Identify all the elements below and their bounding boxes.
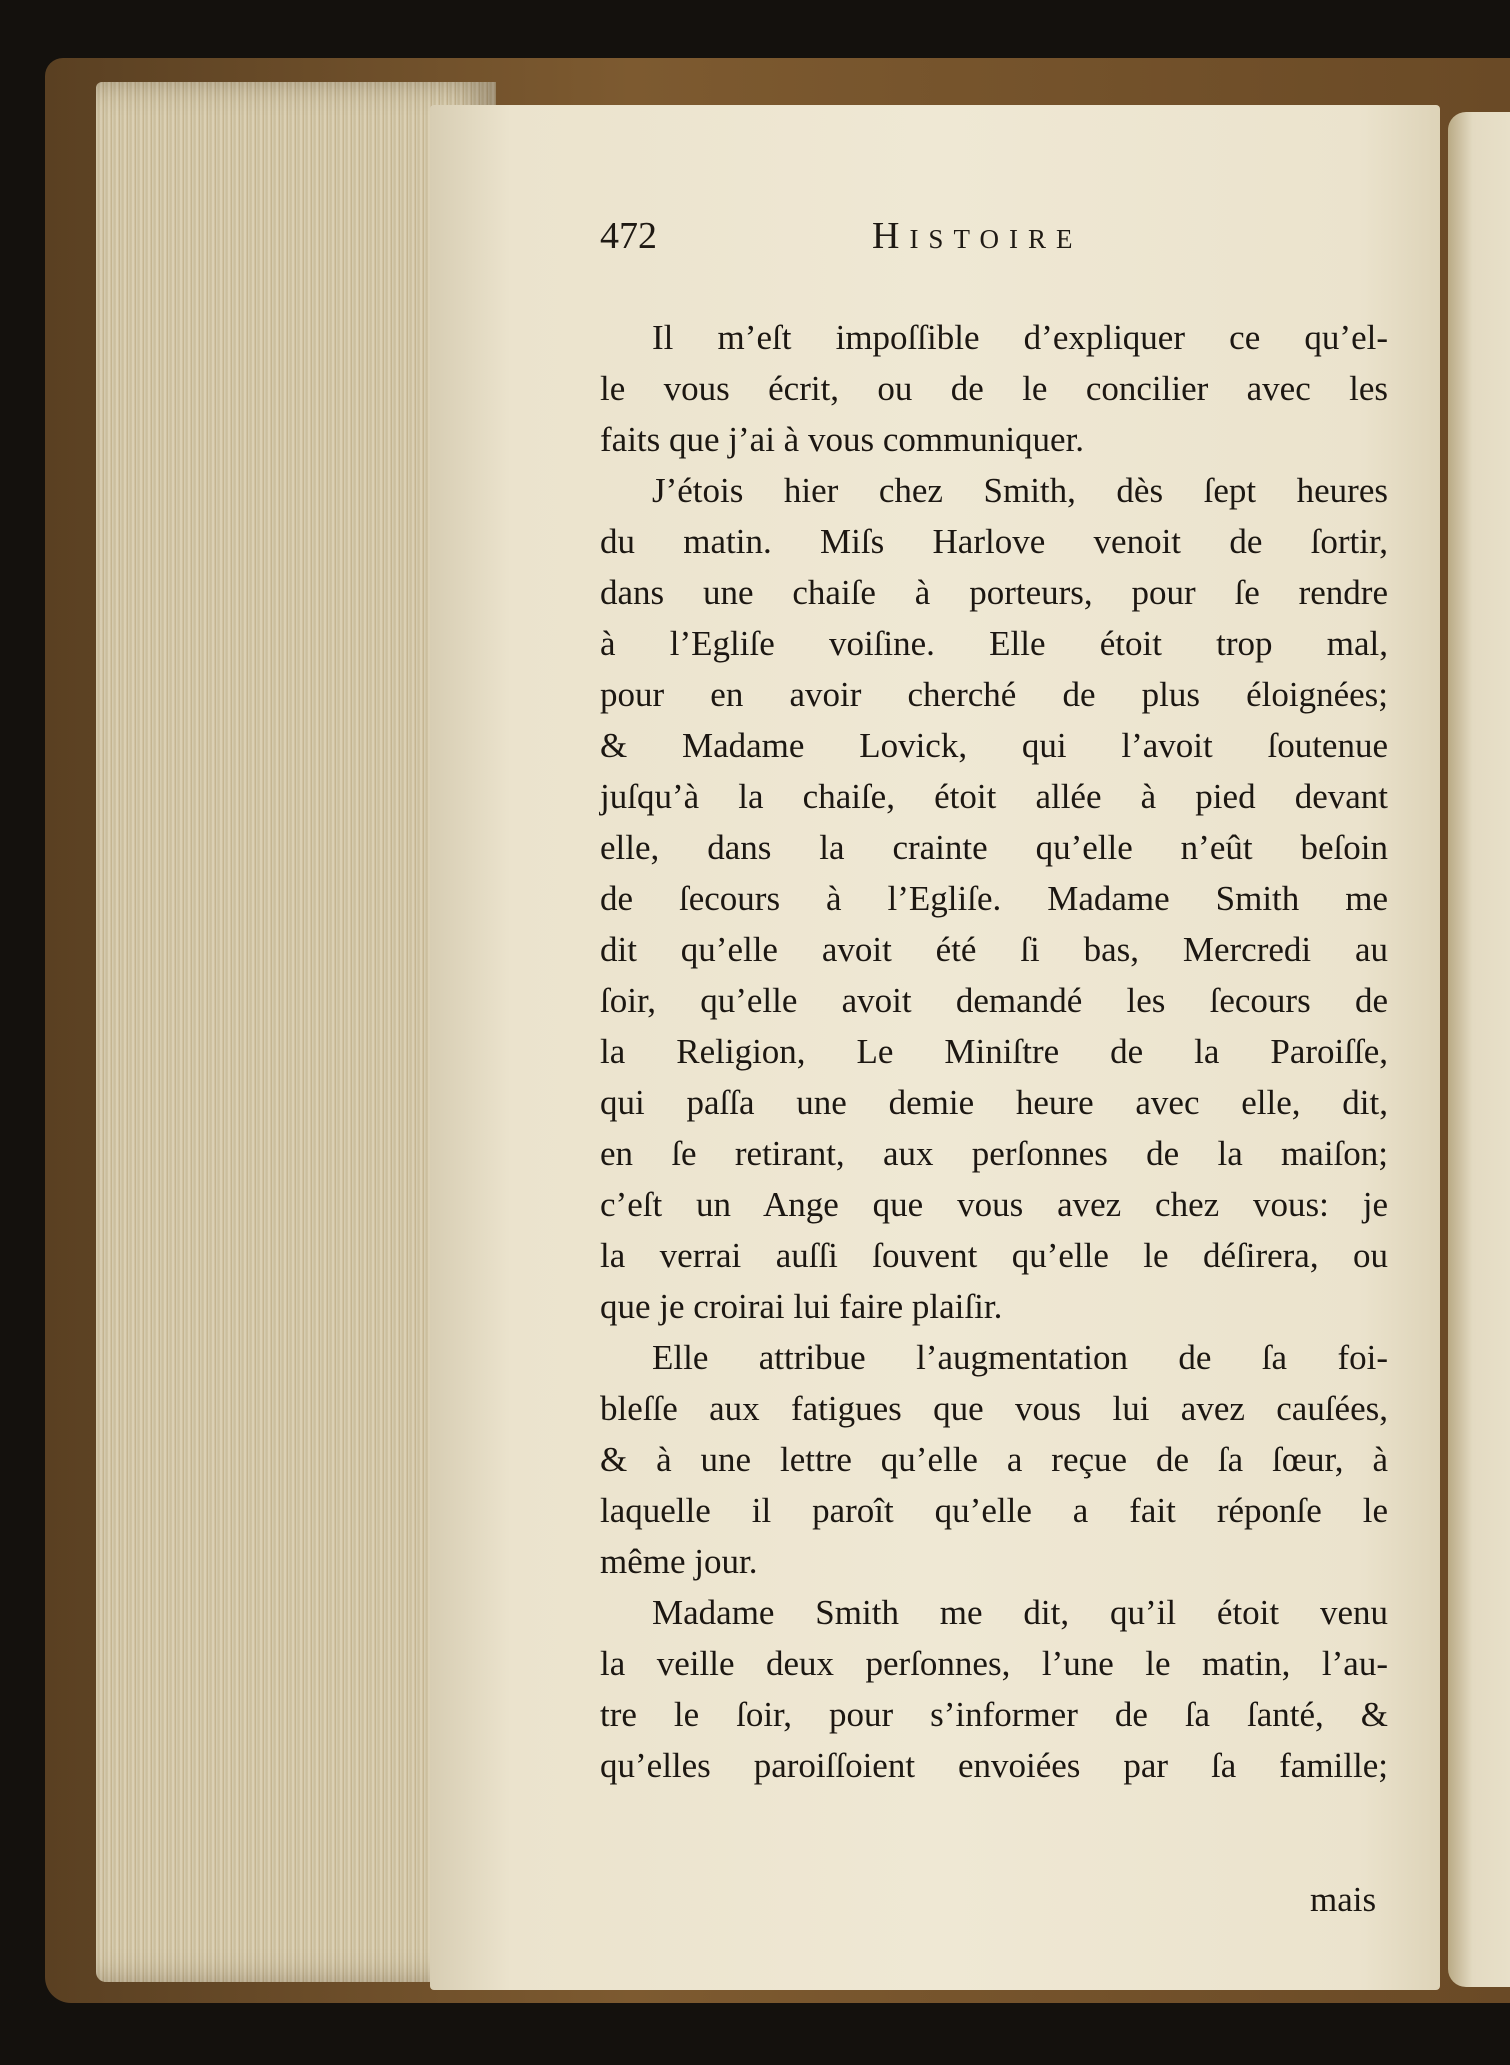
text-line: qui paſſa une demie heure avec elle, dit, xyxy=(600,1083,1388,1122)
text-line: en ſe retirant, aux perſonnes de la maiſon; xyxy=(600,1134,1388,1173)
text-line: J’étois hier chez Smith, dès ſept heures xyxy=(652,471,1388,510)
running-title: Histoire xyxy=(872,215,1083,257)
page-number: 472 xyxy=(600,215,657,257)
text-line: qu’elles paroiſſoient envoiées par ſa famille; xyxy=(600,1746,1388,1785)
text-line: de ſecours à l’Egliſe. Madame Smith me xyxy=(600,879,1388,918)
text-line: que je croirai lui faire plaiſir. xyxy=(600,1287,1003,1326)
text-line: la veille deux perſonnes, l’une le matin, l’au- xyxy=(600,1644,1388,1683)
text-line: elle, dans la crainte qu’elle n’eût beſoin xyxy=(600,828,1388,867)
body-text xyxy=(600,312,1388,1791)
text-line: la verrai auſſi ſouvent qu’elle le déſirera, ou xyxy=(600,1236,1388,1275)
text-line: bleſſe aux fatigues que vous lui avez cauſées, xyxy=(600,1389,1388,1428)
text-line: juſqu’à la chaiſe, étoit allée à pied devant xyxy=(600,777,1388,816)
text-line: Elle attribue l’augmentation de ſa foi- xyxy=(652,1338,1388,1377)
text-line: & Madame Lovick, qui l’avoit ſoutenue xyxy=(600,726,1388,765)
text-line: Il m’eſt impoſſible d’expliquer ce qu’el- xyxy=(652,318,1388,357)
catchword: mais xyxy=(1310,1880,1377,1919)
text-line: dans une chaiſe à porteurs, pour ſe rendre xyxy=(600,573,1388,612)
text-line: Madame Smith me dit, qu’il étoit venu xyxy=(652,1593,1388,1632)
text-line: tre le ſoir, pour s’informer de ſa ſanté, & xyxy=(600,1695,1388,1734)
text-line: à l’Egliſe voiſine. Elle étoit trop mal, xyxy=(600,624,1388,663)
text-line: dit qu’elle avoit été ſi bas, Mercredi au xyxy=(600,930,1388,969)
page-header xyxy=(600,214,1480,274)
text-line: pour en avoir cherché de plus éloignées; xyxy=(600,675,1388,714)
text-line: ſoir, qu’elle avoit demandé les ſecours de xyxy=(600,981,1388,1020)
text-line: laquelle il paroît qu’elle a fait réponſe le xyxy=(600,1491,1388,1530)
text-line: faits que j’ai à vous communiquer. xyxy=(600,420,1085,459)
text-line: même jour. xyxy=(600,1542,758,1581)
facing-page-edge xyxy=(1448,112,1510,1987)
text-line: & à une lettre qu’elle a reçue de ſa ſœur, à xyxy=(600,1440,1388,1479)
text-line: du matin. Miſs Harlove venoit de ſortir, xyxy=(600,522,1388,561)
text-line: c’eſt un Ange que vous avez chez vous: je xyxy=(600,1185,1388,1224)
text-line: le vous écrit, ou de le concilier avec les xyxy=(600,369,1388,408)
text-line: la Religion, Le Miniſtre de la Paroiſſe, xyxy=(600,1032,1388,1071)
